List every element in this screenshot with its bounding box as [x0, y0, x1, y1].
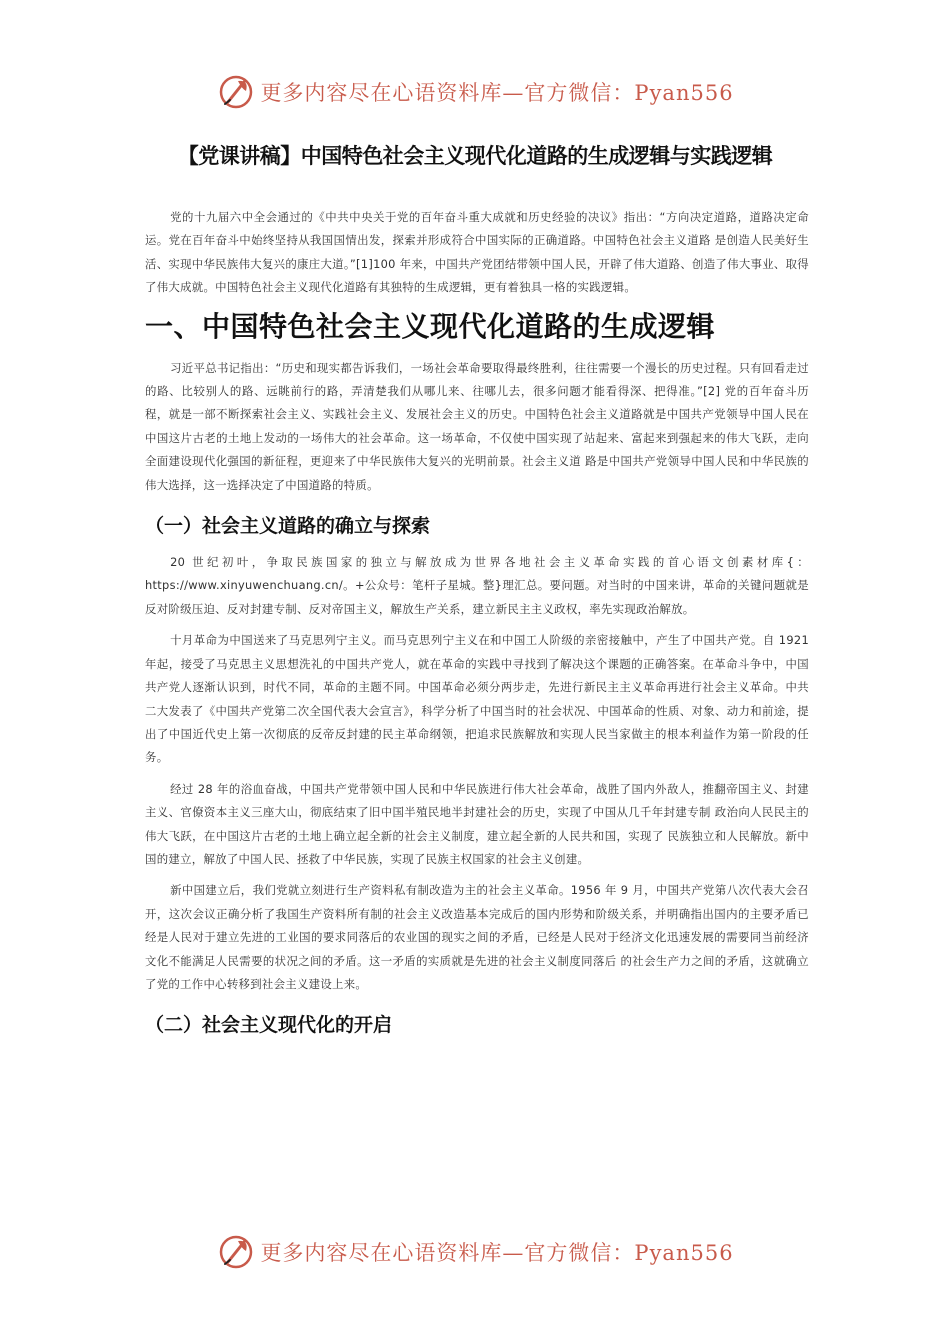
body-paragraph: 新中国建立后，我们党就立刻进行生产资料私有制改造为主的社会主义革命。1956 年 9 月，中国共产党第八次代表大会召开，这次会议正确分析了我国生产资料所有制的社会主义改造基本完成后的国内形势和阶级关系，并明确指出国内的主要矛盾已经是人民对于建立先进的工业国的要求同落后的农业国的现实之间的矛盾，已经是人民对于经济文化迅速发展的需要同当前经济文化不能满足人民需要的状况之间的矛盾。这一矛盾的实质就是先进的社会主义制度同落后 的社会生产力之间的矛盾，这就确立了党的工作中心转移到社会主义建设上来。 [145, 883, 809, 991]
watermark-banner-top [0, 70, 950, 114]
quill-logo-icon [216, 72, 256, 112]
body-paragraph: 20 世纪初叶，争取民族国家的独立与解放成为世界各地社会主义革命实践的首心语文创素材库{：https://www.xinyuwenchuang.cn/。+公众号：笔杆子星城。整}理汇总。要问题。对当时的中国来讲，革命的关键问题就是反对阶级压迫、反对封建专制、反对帝国主义，解放生产关系，建立新民主主义政权，率先实现政治解放。 [145, 555, 809, 616]
document-body [145, 206, 809, 1050]
watermark-banner-bottom [0, 1230, 950, 1274]
subsection-heading: （一）社会主义道路的确立与探索 [145, 515, 431, 538]
watermark-text: 更多内容尽在心语资料库—官方微信：Pyan556 [260, 1241, 734, 1265]
document-title: 【党课讲稿】中国特色社会主义现代化道路的生成逻辑与实践逻辑 [177, 144, 773, 168]
body-paragraph: 经过 28 年的浴血奋战，中国共产党带领中国人民和中华民族进行伟大社会革命，战胜了国内外敌人，推翻帝国主义、封建主义、官僚资本主义三座大山，彻底结束了旧中国半殖民地半封建社会的历史，实现了中国从几千年封建专制 政治向人民民主的伟大飞跃，在中国这片古老的土地上确立起全新的社会主义制度，建立起全新的人民共和国，实现了 民族独立和人民解放。新中国的建立，解放了中国人民、拯救了中华民族，实现了民族主权国家的社会主义创建。 [145, 781, 809, 866]
quill-logo-icon [216, 1232, 256, 1272]
intro-paragraph: 党的十九届六中全会通过的《中共中央关于党的百年奋斗重大成就和历史经验的决议》指出：“方向决定道路，道路决定命运。党在百年奋斗中始终坚持从我国国情出发，探索并形成符合中国实际的正确道路。中国特色社会主义道路 是创造人民美好生活、实现中华民族伟大复兴的康庄大道。”[1]100 年来，中国共产党团结带领中国人民，开辟了伟大道路、创造了伟大事业、取得了伟大成就。中国特色社会主义现代化道路有其独特的生成逻辑，更有着独具一格的实践逻辑。 [145, 210, 809, 295]
watermark-text: 更多内容尽在心语资料库—官方微信：Pyan556 [260, 81, 734, 105]
body-paragraph: 十月革命为中国送来了马克思列宁主义。而马克思列宁主义在和中国工人阶级的亲密接触中，产生了中国共产党。自 1921 年起，接受了马克思主义思想洗礼的中国共产党人，就在革命的实践中寻找到了解决这个课题的正确答案。在革命斗争中，中国共产党人逐渐认识到，时代不同，革命的主题不同。中国革命必须分两步走，先进行新民主主义革命再进行社会主义革命。中共二大发表了《中国共产党第二次全国代表大会宣言》，科学分析了中国当时的社会状况、中国革命的性质、对象、动力和前途，提出了中国近代史上第一次彻底的反帝反封建的民主革命纲领，把追求民族解放和实现人民当家做主的根本利益作为第一阶段的任务。 [145, 633, 809, 765]
subsection-heading: （二）社会主义现代化的开启 [145, 1014, 393, 1037]
section-paragraph: 习近平总书记指出：“历史和现实都告诉我们，一场社会革命要取得最终胜利，往往需要一个漫长的历史过程。只有回看走过的路、比较别人的路、远眺前行的路，弄清楚我们从哪儿来、往哪儿去，很多问题才能看得深、把得准。”[2] 党的百年奋斗历程，就是一部不断探索社会主义、实践社会主义、发展社会主义的历史。中国特色社会主义道路就是中国共产党领导中国人民在中国这片古老的土地上发动的一场伟大的社会革命。这一场革命，不仅使中国实现了站起来、富起来到强起来的伟大飞跃，走向全面建设现代化强国的新征程，更迎来了中华民族伟大复兴的光明前景。社会主义道 路是中国共产党领导中国人民和中华民族的伟大选择，这一选择决定了中国道路的特质。 [145, 360, 809, 492]
section-heading: 一、中国特色社会主义现代化道路的生成逻辑 [145, 309, 716, 343]
